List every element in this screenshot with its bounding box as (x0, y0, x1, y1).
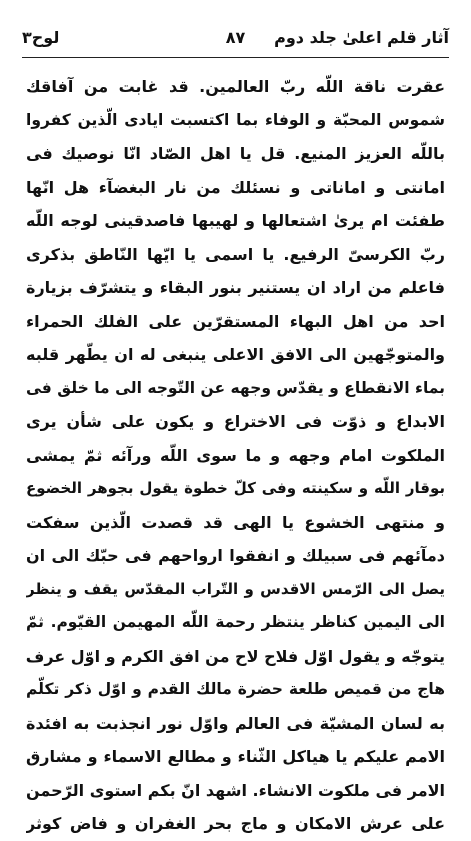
text-line: به لسان المشيّة فى العالم واوّل نور انجذبت به افئدة (26, 713, 445, 733)
text-line: امانتى و اماناتى و نسئلك من نار البغضآء هل انّها (26, 177, 445, 197)
text-line: بماء الانقطاع و يقدّس وجهه عن التّوجه الى ما خلق فى (26, 378, 445, 397)
text-line: الامر فى ملكوت الانشاء. اشهد انّ بكم استوى الرّحمن (26, 780, 445, 800)
header-rule (22, 57, 449, 58)
text-line: يصل الى الرّمس الاقدس و التّراب المقدّس يقف و ينظر (26, 579, 445, 598)
text-line: فاعلم من اراد ان يستنير بنور البقاء و يتشرّف بزيارة (26, 278, 445, 297)
text-line: عقرت ناقة اللّه ربّ العالمين. قد غابت من آفاقك (26, 77, 445, 96)
book-title: آثار قلم اعلیٰ جلد دوم (274, 28, 449, 47)
text-line: شموس المحبّة و الوفاء بما اكتسبت ايادى الّذين كفروا (26, 110, 445, 129)
text-line: باللّه العزيز المنيع. قل يا اهل الصّاد انّا نوصيك فى (26, 144, 445, 163)
text-line: بوقار اللّه و سكينته وفى كلّ خطوة يقول بجوهر الخضوع (26, 479, 445, 497)
text-line: الابداع و ذوّت فى الاختراع و يكون على شأن يرى (26, 412, 445, 431)
text-line: ربّ الكرسىّ الرفيع. يا اسمى يا ايّها النّاطق بذكرى (26, 244, 445, 264)
text-line: دمآئهم فى سبيلك و انفقوا ارواحهم فى حبّك الى ان (26, 546, 445, 565)
text-line: هاج من قميص طلعة حضرة مالك القدم و اوّل ذكر تكلّم (26, 680, 445, 698)
page-header (22, 22, 449, 56)
text-line: احد من اهل البهاء المستقرّين على الفلك الحمراء (26, 311, 445, 331)
text-line: و منتهى الخشوع يا الهى قد قصدت الّذين سفكت (26, 512, 445, 532)
text-line: الملكوت امام وجهه و ما سوى اللّه ورآئه ثمّ يمشى (26, 445, 445, 465)
page-body-text (26, 70, 445, 841)
text-line: والمتوجّهين الى الافق الاعلى ينبغى له ان يطّهر قلبه (26, 345, 445, 364)
text-line: على عرش الامكان و ماج بحر الغفران و فاض كوثر (26, 814, 445, 833)
text-line: الى اليمين كناظر ينتظر رحمة اللّه المهيمن القيّوم. ثمّ (26, 613, 445, 631)
tablet-label: لوح۳ (22, 28, 60, 47)
text-line: يتوجّه و يقول اوّل فلاح لاح من افق الكرم و اوّل عرف (26, 646, 445, 666)
text-line: طفئت ام يرىٰ اشتعالها و لهيبها فاصدقينى لوجه اللّه (26, 211, 445, 230)
text-line: الامم عليكم يا هياكل الثّناء و مطالع الاسماء و مشارق (26, 747, 445, 766)
page-number: ۸۷ (225, 28, 246, 47)
